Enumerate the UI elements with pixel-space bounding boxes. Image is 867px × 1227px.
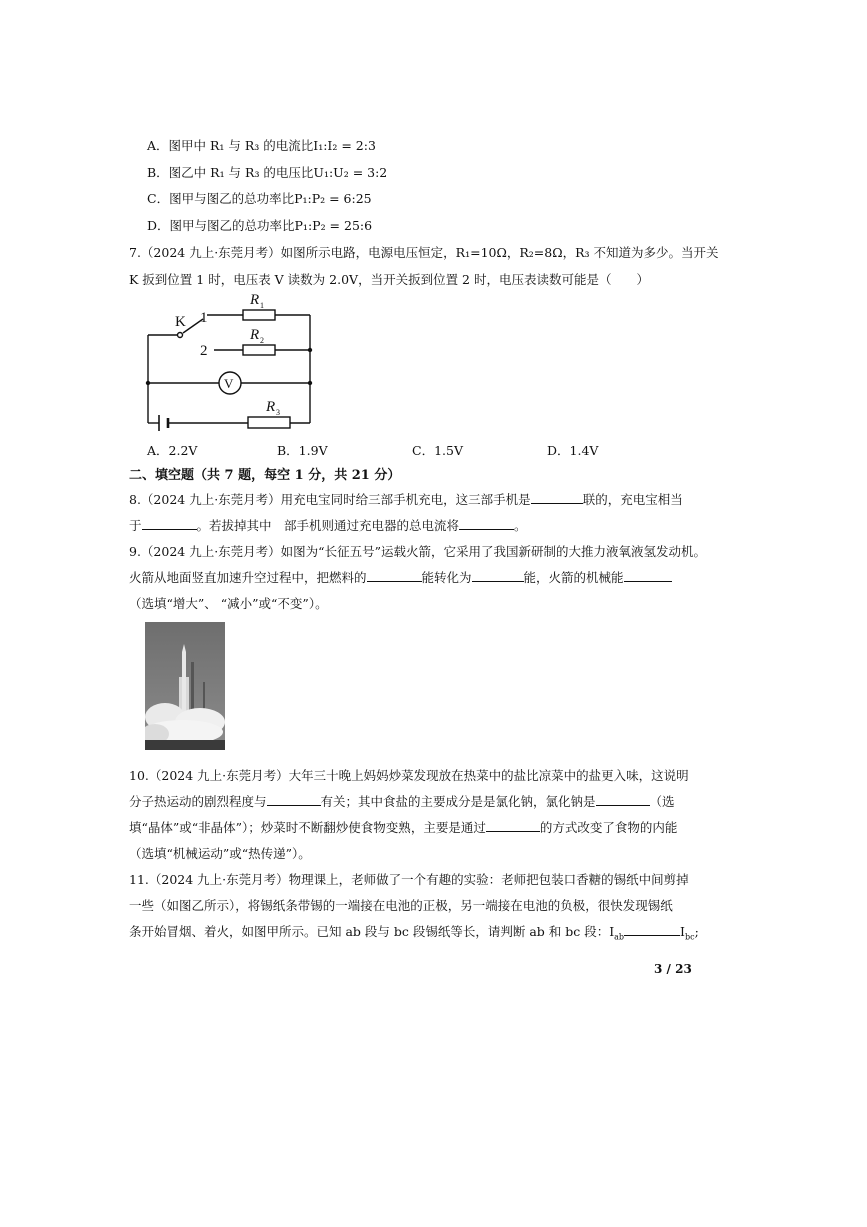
- q6-option-c: C．图甲与图乙的总功率比P₁:P₂ = 6:25: [147, 191, 372, 206]
- q8-blank-3: [459, 517, 514, 530]
- r2-subscript: 2: [260, 336, 264, 345]
- q6-option-a: A．图甲中 R₁ 与 R₃ 的电流比I₁:I₂ = 2:3: [147, 138, 376, 153]
- q11-blank-1: [624, 923, 680, 936]
- q8-line1: 8.（2024 九上·东莞月考）用充电宝同时给三部手机充电，这三部手机是 联的，充电宝相当: [129, 492, 683, 507]
- q10-line3: 填“晶体”或“非晶体”）；炒菜时不断翻炒使食物变熟，主要是通过 的方式改变了食物的内能: [129, 820, 678, 835]
- q6-option-b: B．图乙中 R₁ 与 R₃ 的电压比U₁:U₂ = 3:2: [147, 165, 388, 180]
- r3-subscript: 3: [276, 408, 280, 417]
- q6-option-d: D．图甲与图乙的总功率比P₁:P₂ = 25:6: [147, 218, 373, 233]
- switch-position-1: 1: [200, 310, 208, 326]
- q7-stem-line1: 7.（2024 九上·东莞月考）如图所示电路，电源电压恒定，R₁=10Ω，R₂=8Ω，R₃ 不知道为多少。当开关: [129, 245, 719, 260]
- q10-blank-1: [267, 793, 321, 806]
- q9-line2: 火箭从地面竖直加速升空过程中，把燃料的 能转化为 能，火箭的机械能: [129, 568, 672, 586]
- q10-blank-2: [596, 793, 650, 806]
- switch-position-2: 2: [200, 343, 208, 359]
- q7-option-c: C．1.5V: [412, 443, 463, 458]
- voltmeter-label: V: [224, 376, 234, 391]
- q8-line2: 于 。若拔掉其中 部手机则通过充电器的总电流将 。: [129, 518, 527, 533]
- q8-blank-2: [142, 517, 197, 530]
- q10-blank-3: [486, 819, 540, 832]
- rocket-launch-photo: [145, 622, 225, 750]
- section-title: 二、填空题（共 7 题，每空 1 分，共 21 分）: [129, 468, 401, 483]
- r3-label: R: [266, 399, 276, 415]
- q7-stem-line2: K 扳到位置 1 时，电压表 V 读数为 2.0V，当开关扳到位置 2 时，电压表读数可能是（ ）: [129, 272, 649, 287]
- q7-option-d: D．1.4V: [547, 443, 599, 458]
- r1-subscript: 1: [260, 301, 264, 310]
- q11-line1: 11.（2024 九上·东莞月考）物理课上，老师做了一个有趣的实验：老师把包装口香糖的锡纸中间剪掉: [129, 872, 689, 887]
- q9-blank-1: [367, 569, 422, 582]
- q10-line1: 10.（2024 九上·东莞月考）大年三十晚上妈妈炒菜发现放在热菜中的盐比凉菜中的盐更入味，这说明: [129, 768, 689, 783]
- page-number: 3 / 23: [654, 962, 692, 976]
- q7-option-b: B．1.9V: [277, 443, 328, 458]
- q9-blank-3: [624, 569, 672, 582]
- q11-line3: 条开始冒烟、着火，如图甲所示。已知 ab 段与 bc 段锡纸等长，请判断 ab 和 bc 段：$I_{ab}$ $I_{bc}$;: [129, 924, 699, 942]
- q7-option-a: A．2.2V: [147, 443, 198, 458]
- r1-label: R: [250, 292, 260, 308]
- switch-label-k: K: [175, 314, 186, 330]
- r2-label: R: [250, 327, 260, 343]
- q10-line2: 分子热运动的剧烈程度与 有关；其中食盐的主要成分是是氯化钠，氯化钠是 （选: [129, 794, 675, 809]
- q7-circuit-diagram: [140, 288, 330, 438]
- q10-line4: （选填“机械运动”或“热传递”）。: [129, 846, 311, 861]
- q9-blank-2: [472, 569, 524, 582]
- q9-line1: 9.（2024 九上·东莞月考）如图为“长征五号”运载火箭，它采用了我国新研制的大推力液氧液氢发动机。: [129, 544, 706, 559]
- q9-line3: （选填“增大”、 “减小”或“不变”）。: [129, 596, 328, 611]
- q11-line2: 一些（如图乙所示），将锡纸条带锡的一端接在电池的正极，另一端接在电池的负极，很快发现锡纸: [129, 898, 673, 913]
- q8-blank-1: [531, 491, 583, 504]
